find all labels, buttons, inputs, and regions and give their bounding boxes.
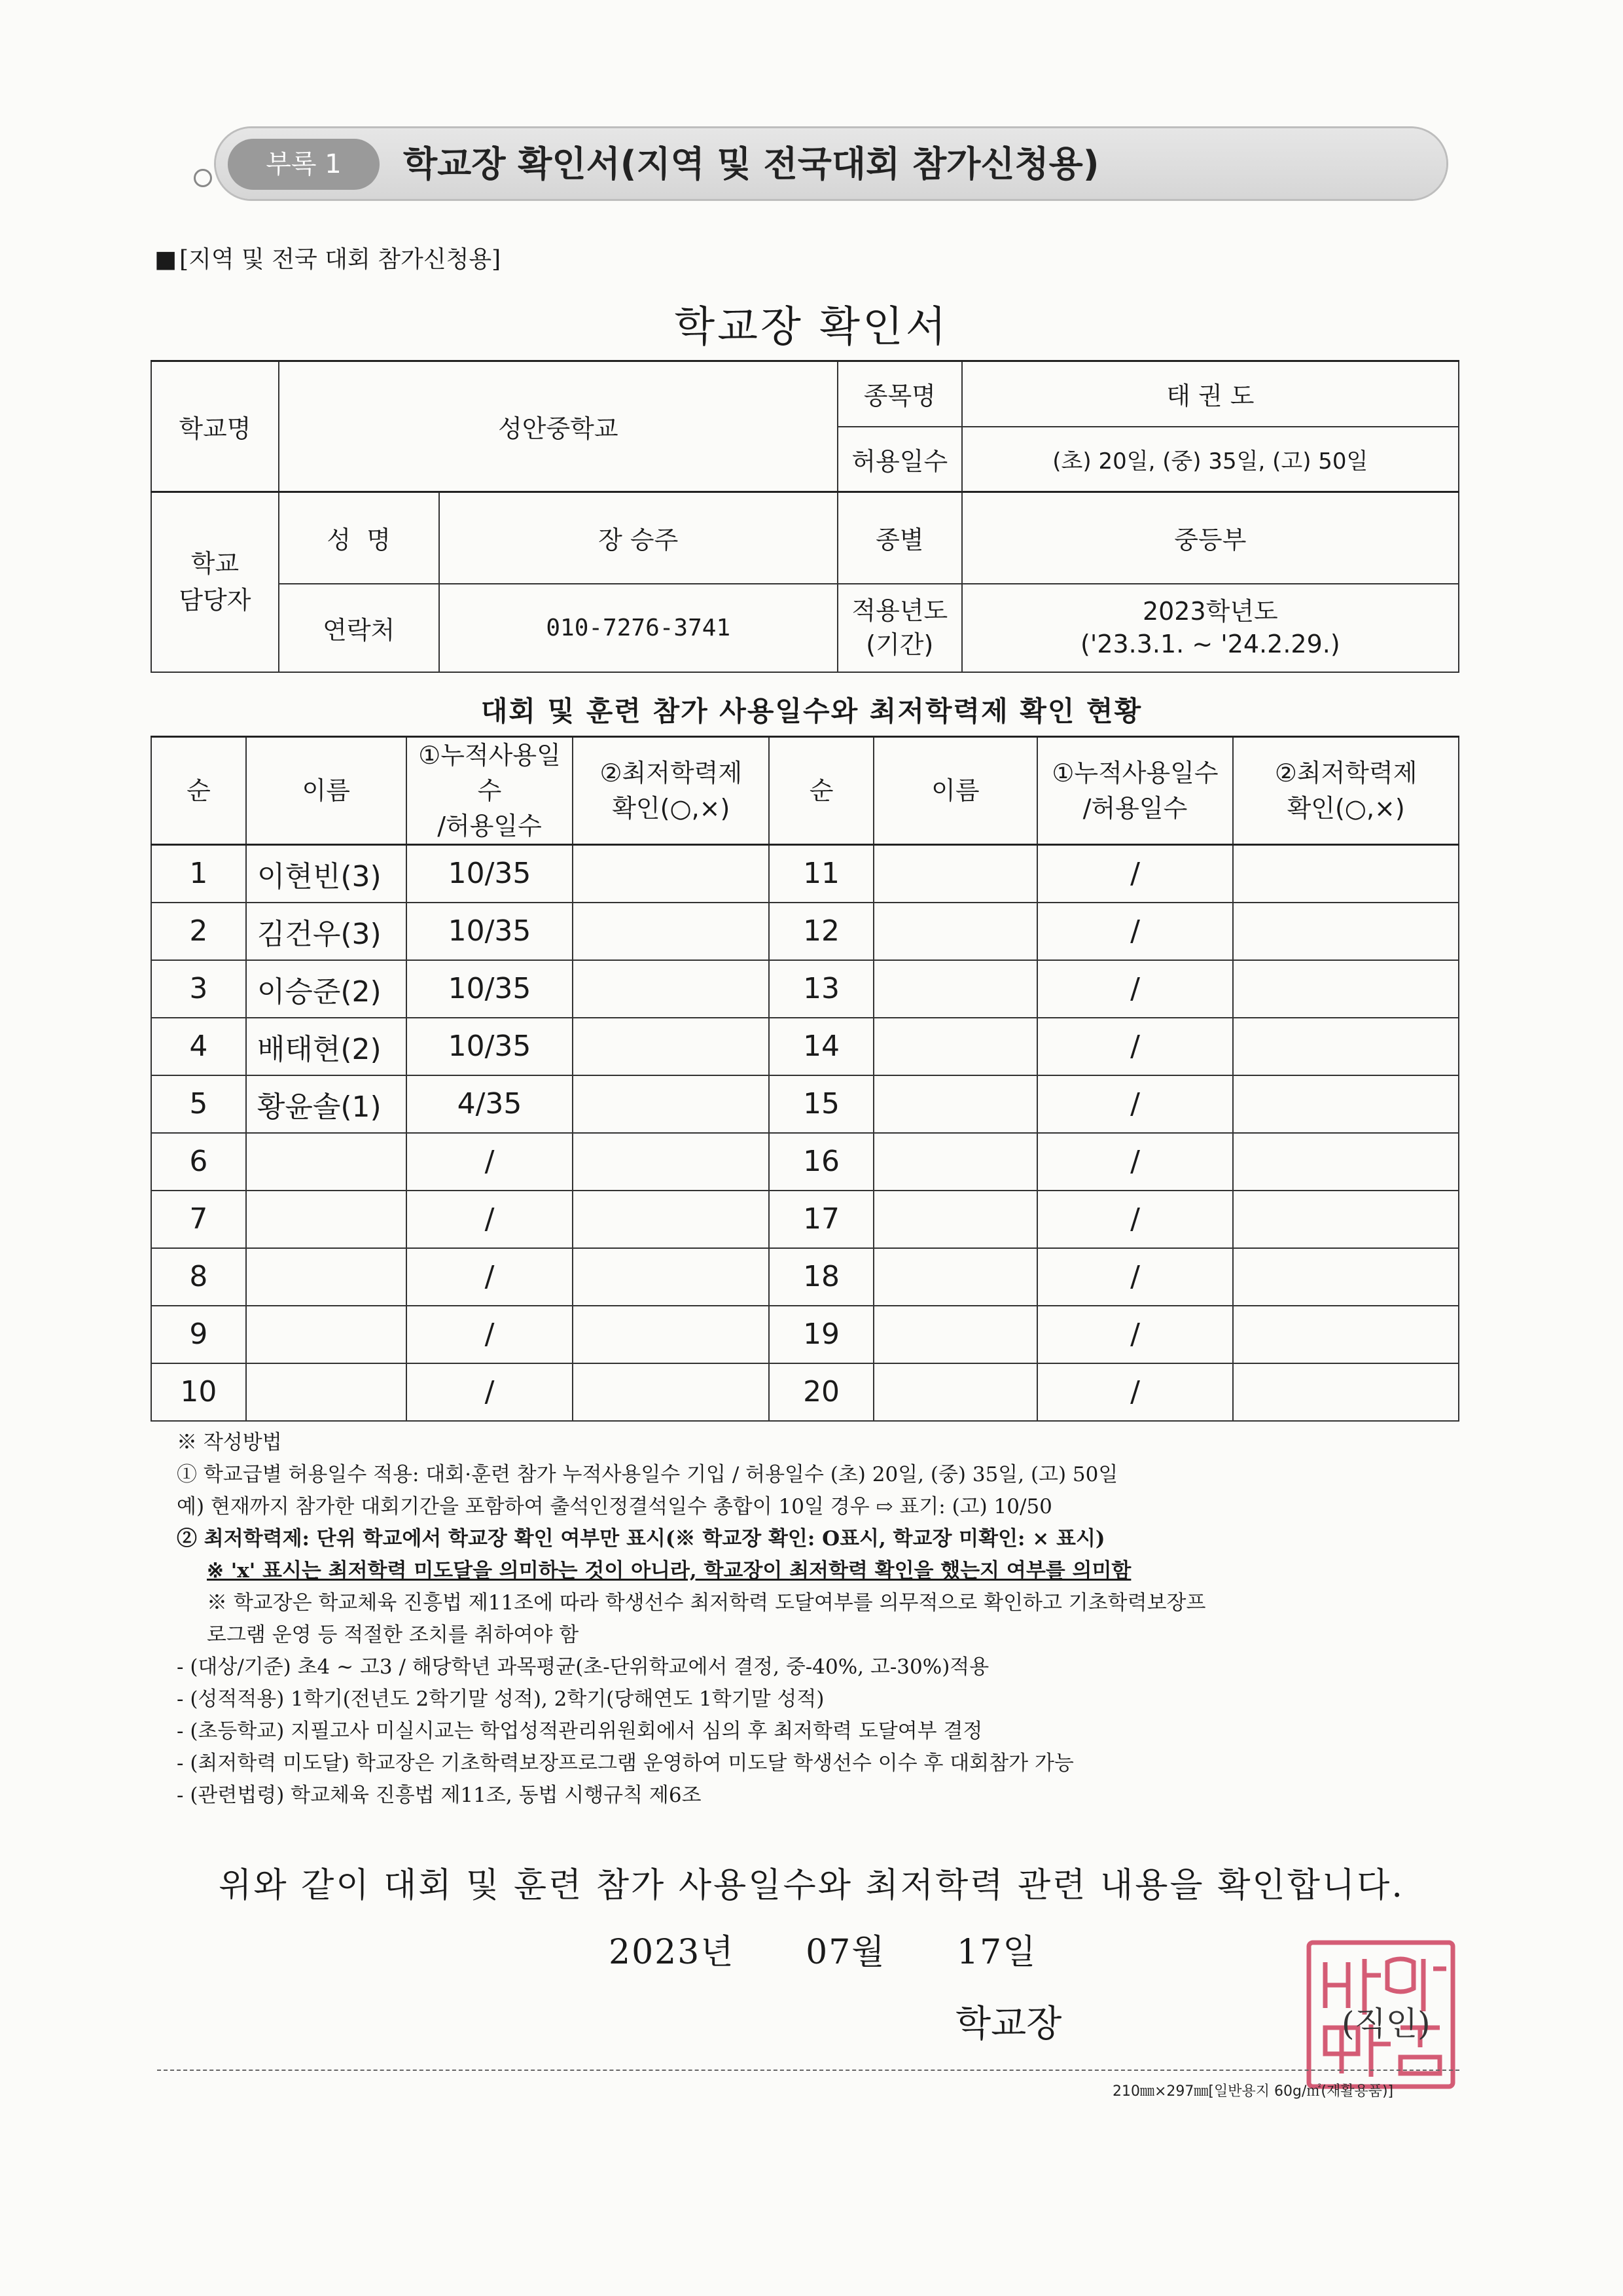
row-academic [573, 1306, 769, 1363]
row-academic-2 [1233, 1191, 1459, 1248]
row-number-2: 20 [769, 1363, 874, 1421]
row-number: 5 [151, 1075, 246, 1133]
row-number: 4 [151, 1018, 246, 1075]
row-name-2 [874, 845, 1037, 903]
allowed-days-label: 허용일수 [838, 427, 962, 492]
staff-name-label: 성 명 [279, 492, 439, 584]
row-days-2: / [1037, 1075, 1234, 1133]
school-name-value: 성안중학교 [279, 361, 838, 492]
table-row [151, 1306, 1459, 1363]
division-label: 종별 [838, 492, 962, 584]
row-days: 4/35 [406, 1075, 573, 1133]
school-name-label: 학교명 [151, 361, 279, 492]
row-number-2: 13 [769, 960, 874, 1018]
date-month: 07월 [806, 1933, 886, 1972]
year-label: 적용년도 (기간) [838, 584, 962, 672]
row-name: 배태현(2) [246, 1018, 406, 1075]
row-name: 이현빈(3) [246, 845, 406, 903]
row-number-2: 17 [769, 1191, 874, 1248]
sport-label: 종목명 [838, 361, 962, 427]
header-no-2: 순 [769, 737, 874, 845]
principal-title: 학교장 [955, 2003, 1062, 2045]
table-row [151, 903, 1459, 960]
row-academic-2 [1233, 1306, 1459, 1363]
instruction-line: ※ 'x' 표시는 최저학력 미도달을 의미하는 것이 아니라, 학교장이 최저학력 확인을 했는지 여부를 의미함 [207, 1559, 1132, 1583]
row-academic [573, 1363, 769, 1421]
row-number: 7 [151, 1191, 246, 1248]
row-academic [573, 1191, 769, 1248]
row-days: / [406, 1191, 573, 1248]
appendix-badge: 부록 1 [228, 139, 380, 190]
contact-value: 010-7276-3741 [439, 584, 838, 672]
row-number-2: 11 [769, 845, 874, 903]
row-number: 1 [151, 845, 246, 903]
row-academic-2 [1233, 960, 1459, 1018]
instruction-line: - (대상/기준) 초4 ~ 고3 / 해당학년 과목평균(초-단위학교에서 결정, 중-40%, 고-30%)적용 [177, 1655, 990, 1679]
row-name: 이승준(2) [246, 960, 406, 1018]
staff-name-value: 장 승주 [439, 492, 838, 584]
row-days-2: / [1037, 1133, 1234, 1191]
row-days: 10/35 [406, 903, 573, 960]
row-name-2 [874, 960, 1037, 1018]
instruction-line: - (초등학교) 지필고사 미실시교는 학업성적관리위원회에서 심의 후 최저학력 도달여부 결정 [177, 1719, 983, 1743]
participation-status-table [151, 736, 1459, 1422]
header-days-2: ①누적사용일수 /허용일수 [1037, 737, 1234, 845]
row-number-2: 19 [769, 1306, 874, 1363]
row-academic-2 [1233, 1248, 1459, 1306]
instruction-line: - (관련법령) 학교체육 진흥법 제11조, 동법 시행규칙 제6조 [177, 1784, 702, 1807]
row-days: / [406, 1248, 573, 1306]
row-name-2 [874, 1363, 1037, 1421]
writing-instructions [177, 1427, 1459, 1812]
table-row [151, 1191, 1459, 1248]
row-days-2: / [1037, 1248, 1234, 1306]
row-number-2: 18 [769, 1248, 874, 1306]
table-row [151, 1075, 1459, 1133]
row-days: 10/35 [406, 845, 573, 903]
row-number: 9 [151, 1306, 246, 1363]
table-row [151, 1018, 1459, 1075]
row-days: / [406, 1133, 573, 1191]
row-number: 2 [151, 903, 246, 960]
row-academic [573, 1248, 769, 1306]
instruction-line: 예) 현재까지 참가한 대회기간을 포함하여 출석인정결석일수 총합이 10일 경우 ⇨ 표기: (고) 10/50 [177, 1495, 1052, 1518]
row-name-2 [874, 1075, 1037, 1133]
row-days: / [406, 1306, 573, 1363]
row-days-2: / [1037, 1306, 1234, 1363]
year-value: 2023학년도 [1142, 597, 1278, 626]
row-name [246, 1363, 406, 1421]
sport-value: 태 권 도 [962, 361, 1459, 427]
table-row [151, 1363, 1459, 1421]
table-row [151, 960, 1459, 1018]
row-days-2: / [1037, 1191, 1234, 1248]
header-no: 순 [151, 737, 246, 845]
school-info-table [151, 360, 1459, 673]
row-academic-2 [1233, 1133, 1459, 1191]
row-days: 10/35 [406, 1018, 573, 1075]
row-name-2 [874, 1306, 1037, 1363]
row-name-2 [874, 1018, 1037, 1075]
row-days-2: / [1037, 960, 1234, 1018]
instruction-line: ② 최저학력제: 단위 학교에서 학교장 확인 여부만 표시(※ 학교장 확인: O표시, 학교장 미확인: × 표시) [177, 1527, 1105, 1551]
year-cell [962, 584, 1459, 672]
status-section-title: 대회 및 훈련 참가 사용일수와 최저학력제 확인 현황 [480, 695, 1143, 727]
row-number-2: 16 [769, 1133, 874, 1191]
row-academic [573, 1133, 769, 1191]
instruction-line: - (성적적용) 1학기(전년도 2학기말 성적), 2학기(당해연도 1학기말 성적) [177, 1687, 825, 1711]
row-days-2: / [1037, 845, 1234, 903]
footer-divider [157, 2070, 1459, 2071]
row-number-2: 15 [769, 1075, 874, 1133]
row-academic-2 [1233, 1018, 1459, 1075]
header-academic: ②최저학력제 확인(○,×) [573, 737, 769, 845]
row-name: 황윤솔(1) [246, 1075, 406, 1133]
instruction-line: - (최저학력 미도달) 학교장은 기초학력보장프로그램 운영하여 미도달 학생선수 이수 후 대회참가 가능 [177, 1751, 1074, 1775]
paper-spec: 210㎜×297㎜[일반용지 60g/㎡(재활용품)] [1113, 2083, 1394, 2100]
issue-date [609, 1924, 1037, 1973]
row-name [246, 1133, 406, 1191]
row-academic-2 [1233, 903, 1459, 960]
instruction-line: ※ 학교장은 학교체육 진흥법 제11조에 따라 학생선수 최저학력 도달여부를 의무적으로 확인하고 기초학력보장프 [207, 1591, 1206, 1615]
table-row [151, 1133, 1459, 1191]
header-name-2: 이름 [874, 737, 1037, 845]
header-academic-2: ②최저학력제 확인(○,×) [1233, 737, 1459, 845]
date-year: 2023년 [609, 1933, 735, 1972]
row-days: 10/35 [406, 960, 573, 1018]
row-academic-2 [1233, 845, 1459, 903]
table-row [151, 1248, 1459, 1306]
confirmation-statement: 위와 같이 대회 및 훈련 참가 사용일수와 최저학력 관련 내용을 확인합니다. [219, 1866, 1404, 1905]
row-number: 8 [151, 1248, 246, 1306]
row-name-2 [874, 1248, 1037, 1306]
row-name-2 [874, 1191, 1037, 1248]
division-value: 중등부 [962, 492, 1459, 584]
header-name: 이름 [246, 737, 406, 845]
row-name [246, 1306, 406, 1363]
row-academic [573, 845, 769, 903]
row-days-2: / [1037, 1018, 1234, 1075]
row-number: 10 [151, 1363, 246, 1421]
row-name-2 [874, 903, 1037, 960]
allowed-days-value: (초) 20일, (중) 35일, (고) 50일 [962, 427, 1459, 492]
row-academic [573, 903, 769, 960]
row-days: / [406, 1363, 573, 1421]
row-academic [573, 1075, 769, 1133]
row-name [246, 1191, 406, 1248]
seal-placeholder: (직인) [1342, 2005, 1431, 2043]
form-usage-tag: ■ [지역 및 전국 대회 참가신청용] [154, 241, 501, 274]
row-number-2: 12 [769, 903, 874, 960]
row-name-2 [874, 1133, 1037, 1191]
row-days-2: / [1037, 903, 1234, 960]
header-ring-icon [194, 169, 212, 187]
row-academic [573, 960, 769, 1018]
header-days: ①누적사용일수 /허용일수 [406, 737, 573, 845]
staff-label: 학교 담당자 [151, 492, 279, 672]
document-title: 학교장 확인서 [674, 303, 949, 351]
row-academic [573, 1018, 769, 1075]
row-days-2: / [1037, 1363, 1234, 1421]
instruction-line: ① 학교급별 허용일수 적용: 대회·훈련 참가 누적사용일수 기입 / 허용일수 (초) 20일, (중) 35일, (고) 50일 [177, 1463, 1118, 1486]
date-day: 17일 [957, 1933, 1037, 1972]
row-name [246, 1248, 406, 1306]
table-row [151, 845, 1459, 903]
row-academic-2 [1233, 1075, 1459, 1133]
instruction-line: 로그램 운영 등 적절한 조치를 취하여야 함 [207, 1623, 579, 1647]
period-value: ('23.3.1. ~ '24.2.29.) [1080, 630, 1340, 658]
row-number-2: 14 [769, 1018, 874, 1075]
row-number: 3 [151, 960, 246, 1018]
instruction-line: ※ 작성방법 [177, 1431, 282, 1454]
appendix-title: 학교장 확인서(지역 및 전국대회 참가신청용) [403, 143, 1099, 185]
row-number: 6 [151, 1133, 246, 1191]
row-name: 김건우(3) [246, 903, 406, 960]
contact-label: 연락처 [279, 584, 439, 672]
row-academic-2 [1233, 1363, 1459, 1421]
